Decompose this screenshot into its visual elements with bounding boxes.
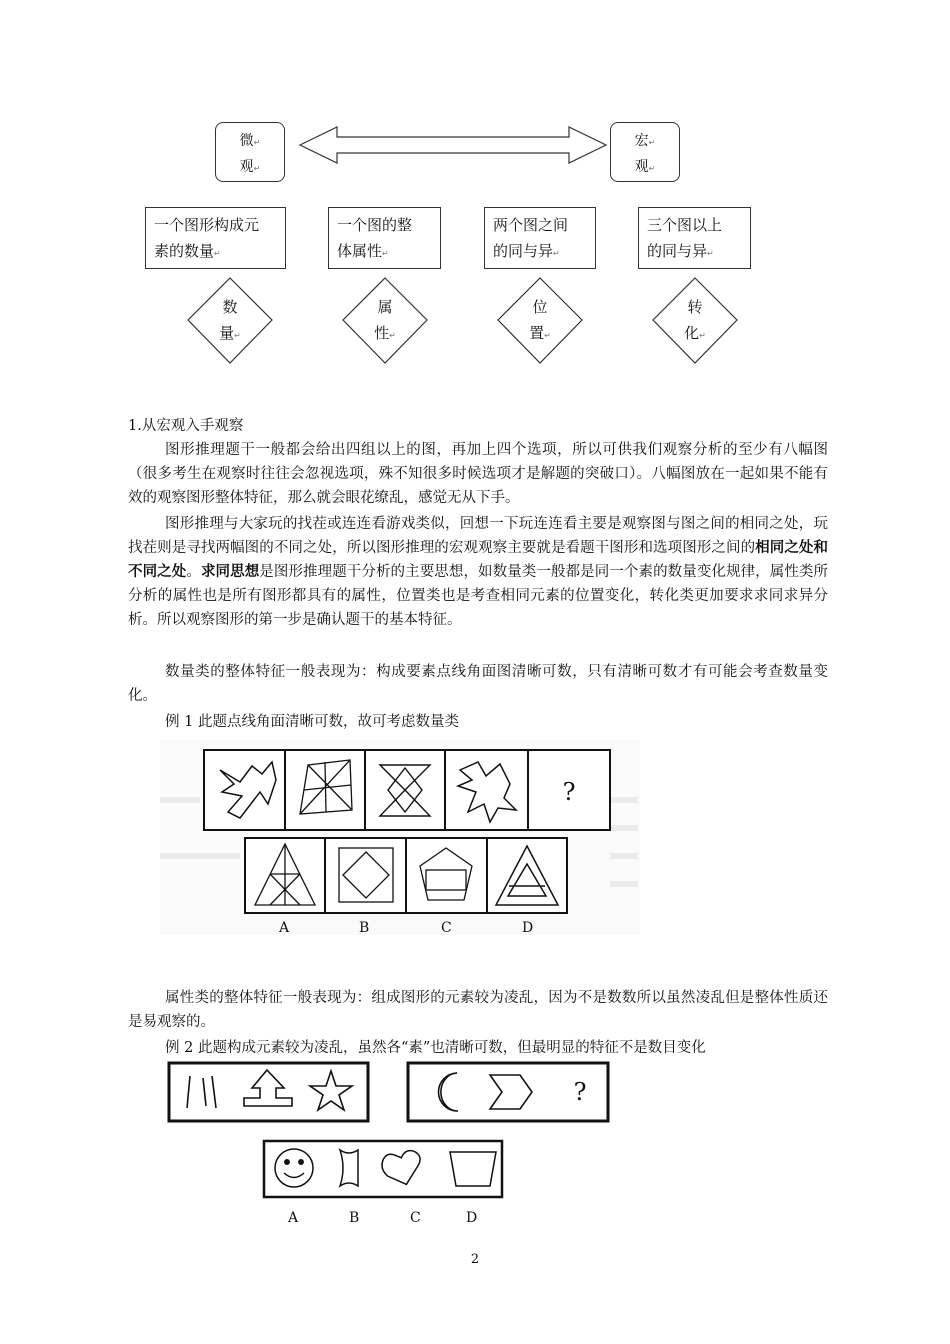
question-mark: ? [562,778,576,806]
bold-seek-same: 求同思想 [200,563,260,580]
page-number: 2 [470,1252,480,1267]
paragraph-4: 属性类的整体特征一般表现为：组成图形的元素较为凌乱，因为不是数数所以虽然凌乱但是整体性质还是易观察的。 [128,990,828,1030]
rect-overall-attribute: 一个图的整 体属性↵ [328,207,441,269]
diamond-label-attribute: 属 性↵ [374,298,396,342]
paragraph-2: 图形推理与大家玩的找茬或连连看游戏类似，回想一下玩连连看主要是观察图与图之间的相同之处，玩找茬则是寻找两幅图的不同之处，所以图形推理的宏观观察主要就是看题干图形和选项图形之间的相同之处和不同之处。求同思想是图形推理题干分析的主要思想，如数量类一般都是同一个素的数量变化规律，属性类所分析的属性也是所有图形都具有的属性，位置类也是考查相同元素的位置变化，转化类更加要求求同求异分析。所以观察图形的第一步是确认题干的基本特征。 [128,516,829,628]
diamond-label-position: 位 置↵ [529,298,551,342]
diamond-label-transform: 转 化↵ [684,298,706,342]
question-row-1 [204,750,610,830]
option-c-label-2: C [410,1210,421,1226]
figure-example-2 [160,1058,620,1233]
rect-three-figures: 三个图以上 的同与异↵ [638,207,751,269]
figure-example-1 [160,740,640,940]
option-b-label-2: B [349,1210,360,1226]
option-c-label: C [441,920,452,936]
section-title: 1.从宏观入手观察 [128,418,244,434]
diagram-connectors [0,0,950,400]
example-1-caption: 例 1 此题点线角面清晰可数，故可考虑数量类 [165,714,459,730]
option-b-label: B [359,920,370,936]
micro-box: 微↵ 观↵ [215,122,285,182]
example-2-caption: 例 2 此题构成元素较为凌乱，虽然各“素”也清晰可数，但最明显的特征不是数目变化 [165,1040,706,1056]
paragraph-1: 图形推理题干一般都会给出四组以上的图，再加上四个选项，所以可供我们观察分析的至少有八幅图（很多考生在观察时往往会忽视选项，殊不知很多时候选项才是解题的突破口）。八幅图放在一起如果不能有效的观察图形整体特征，那么就会眼花缭乱，感觉无从下手。 [128,442,828,506]
bold-same-diff: 相同之处和不同之处 [128,539,828,580]
option-d-label-2: D [466,1210,478,1226]
double-arrow-icon [300,127,606,163]
option-a-label: A [279,920,290,936]
macro-box: 宏↵ 观↵ [610,122,680,182]
rect-two-figures: 两个图之间 的同与异↵ [484,207,596,269]
diamond-label-quantity: 数 量↵ [219,298,241,342]
rect-element-count: 一个图形构成元 素的数量↵ [145,207,286,269]
question-mark-2: ? [573,1078,587,1106]
option-d-label: D [522,920,534,936]
option-a-label-2: A [288,1210,299,1226]
paragraph-3: 数量类的整体特征一般表现为：构成要素点线角面图清晰可数，只有清晰可数才有可能会考查数量变化。 [128,664,828,704]
